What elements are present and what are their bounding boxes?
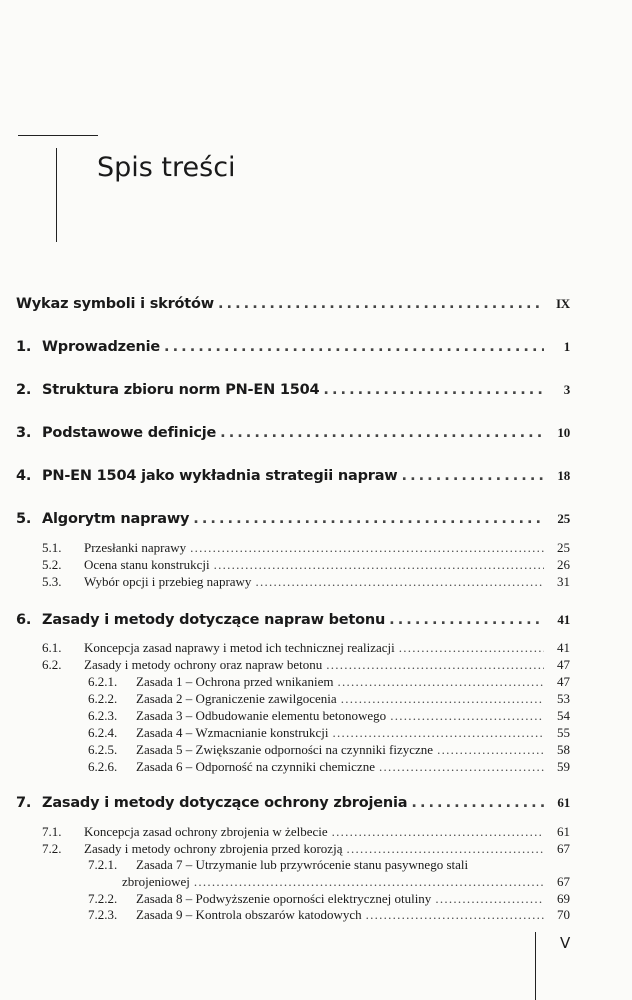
dot-leader: [164, 339, 544, 355]
toc-entry-title: Koncepcja zasad naprawy i metod ich technicznej realizacji: [84, 640, 395, 655]
toc-entry[interactable]: [16, 612, 570, 628]
toc-entry-page: 18: [557, 468, 570, 483]
toc-entry[interactable]: [16, 382, 570, 398]
toc-entry-page: IX: [555, 296, 570, 311]
toc-entry-title: Zasada 2 – Ograniczenie zawilgocenia: [136, 691, 337, 706]
toc-entry-number: 6.2.1.: [88, 674, 118, 689]
dot-leader: [402, 468, 544, 484]
toc-entry[interactable]: [16, 657, 570, 673]
toc-entry-title: Zasada 3 – Odbudowanie elementu betonowego: [136, 708, 387, 723]
toc-entry-number: 6.: [16, 612, 32, 628]
dot-leader: [326, 657, 544, 673]
toc-entry-page: 26: [557, 557, 570, 572]
dot-leader: [332, 824, 544, 840]
dot-leader: [390, 708, 544, 724]
toc-entry[interactable]: [16, 857, 570, 873]
dot-leader: [435, 891, 544, 907]
toc-entry-page: 41: [557, 640, 570, 655]
toc-entry-page: 31: [557, 574, 570, 589]
dot-leader: [366, 907, 544, 923]
toc-entry[interactable]: [16, 725, 570, 741]
toc-entry-title: Zasada 5 – Zwiększanie odporności na czynniki fizyczne: [136, 742, 434, 757]
toc-entry[interactable]: [16, 540, 570, 556]
toc-entry-page: 47: [557, 674, 570, 689]
toc-entry-number: 6.2.4.: [88, 725, 118, 740]
toc-entry-page: 67: [557, 874, 570, 889]
dot-leader: [341, 691, 544, 707]
page-title: Spis treści: [97, 152, 236, 183]
toc-entry-title: Zasada 7 – Utrzymanie lub przywrócenie stanu pasywnego stali: [136, 857, 469, 872]
toc-entry-page: 10: [557, 425, 570, 440]
toc-entry[interactable]: [16, 296, 570, 312]
dot-leader: [323, 382, 544, 398]
toc-entry-title: Zasada 1 – Ochrona przed wnikaniem: [136, 674, 334, 689]
toc-entry-title: Zasada 8 – Podwyższenie oporności elektrycznej otuliny: [136, 891, 432, 906]
toc-entry-title: Koncepcja zasad ochrony zbrojenia w żelbecie: [84, 824, 328, 839]
toc-entry-title: Algorytm naprawy: [42, 511, 190, 527]
toc-entry-number: 5.1.: [42, 540, 62, 555]
toc-entry-title: Ocena stanu konstrukcji: [84, 557, 210, 572]
toc-entry[interactable]: [16, 557, 570, 573]
toc-entry-title: Zasada 6 – Odporność na czynniki chemiczne: [136, 759, 375, 774]
toc-entry-page: 67: [557, 841, 570, 856]
toc-entry-page: 69: [557, 891, 570, 906]
toc-entry-title: Wykaz symboli i skrótów: [16, 296, 214, 312]
dot-leader: [411, 795, 544, 811]
toc-entry-page: 61: [557, 795, 570, 810]
toc-entry-number: 5.: [16, 511, 32, 527]
toc-entry[interactable]: [16, 468, 570, 484]
toc-entry[interactable]: [16, 742, 570, 758]
toc-entry[interactable]: [16, 891, 570, 907]
toc-entry-page: 53: [557, 691, 570, 706]
dot-leader: [214, 557, 544, 573]
toc-entry-title: Przesłanki naprawy: [84, 540, 187, 555]
toc-entry-title: Struktura zbioru norm PN-EN 1504: [42, 382, 320, 398]
toc-entry[interactable]: [16, 691, 570, 707]
dot-leader: [337, 674, 544, 690]
toc-entry-number: 6.2.5.: [88, 742, 118, 757]
toc-entry[interactable]: [16, 824, 570, 840]
toc-entry-number: 7.2.1.: [88, 857, 118, 872]
toc-entry[interactable]: [16, 708, 570, 724]
toc-entry-page: 55: [557, 725, 570, 740]
toc-entry-title: Podstawowe definicje: [42, 425, 217, 441]
toc-entry-page: 25: [557, 540, 570, 555]
toc-entry-number: 2.: [16, 382, 32, 398]
dot-leader: [194, 874, 544, 890]
toc-entry-number: 6.2.: [42, 657, 62, 672]
toc-entry-page: 54: [557, 708, 570, 723]
dot-leader: [193, 511, 544, 527]
toc-entry-title: Wprowadzenie: [42, 339, 161, 355]
toc-entry-number: 6.2.3.: [88, 708, 118, 723]
toc-entry[interactable]: [16, 674, 570, 690]
toc-entry-title: Wybór opcji i przebieg naprawy: [84, 574, 252, 589]
dot-leader: [437, 742, 544, 758]
toc-entry-title: Zasady i metody ochrony oraz napraw betonu: [84, 657, 323, 672]
dot-leader: [333, 725, 544, 741]
dot-leader: [218, 296, 544, 312]
toc-entry[interactable]: [16, 841, 570, 857]
folio-rule: [535, 932, 536, 1000]
toc-entry-title: Zasady i metody dotyczące ochrony zbrojenia: [42, 795, 408, 811]
toc-entry-number: 5.3.: [42, 574, 62, 589]
toc-entry-title: Zasada 9 – Kontrola obszarów katodowych: [136, 907, 362, 922]
toc-entry-number: 7.2.: [42, 841, 62, 856]
toc-entry-title: Zasady i metody dotyczące napraw betonu: [42, 612, 386, 628]
toc-entry-page: 47: [557, 657, 570, 672]
toc-entry-page: 59: [557, 759, 570, 774]
toc-entry[interactable]: [16, 511, 570, 527]
dot-leader: [255, 574, 544, 590]
toc-entry-page: 58: [557, 742, 570, 757]
page-number: V: [560, 934, 571, 952]
toc-entry-number: 7.: [16, 795, 32, 811]
title-vertical-rule: [56, 148, 57, 242]
toc-entry-number: 6.1.: [42, 640, 62, 655]
toc-entry[interactable]: [16, 640, 570, 656]
toc-entry[interactable]: [16, 759, 570, 775]
toc-entry-title: PN-EN 1504 jako wykładnia strategii napraw: [42, 468, 398, 484]
toc-entry-number: 7.2.3.: [88, 907, 118, 922]
toc-entry[interactable]: [16, 574, 570, 590]
dot-leader: [346, 841, 544, 857]
toc-entry-continuation[interactable]: [16, 874, 570, 890]
toc-entry[interactable]: [16, 339, 570, 355]
top-rule: [18, 135, 98, 136]
dot-leader: [379, 759, 544, 775]
toc-entry-page: 70: [557, 907, 570, 922]
dot-leader: [220, 425, 544, 441]
toc-entry[interactable]: [16, 907, 570, 923]
toc-entry-title: Zasady i metody ochrony zbrojenia przed korozją: [84, 841, 343, 856]
toc-entry-number: 4.: [16, 468, 32, 484]
toc-entry[interactable]: [16, 795, 570, 811]
toc-entry-page: 1: [563, 339, 570, 354]
toc-entry-page: 25: [557, 511, 570, 526]
dot-leader: [389, 612, 544, 628]
dot-leader: [190, 540, 544, 556]
toc-entry-number: 6.2.2.: [88, 691, 118, 706]
toc-entry-title: Zasada 4 – Wzmacnianie konstrukcji: [136, 725, 329, 740]
toc-entry-page: 61: [557, 824, 570, 839]
toc-entry-number: 3.: [16, 425, 32, 441]
toc-entry-title: zbrojeniowej: [122, 874, 190, 889]
toc-entry-number: 7.1.: [42, 824, 62, 839]
toc-entry-number: 6.2.6.: [88, 759, 118, 774]
dot-leader: [399, 640, 544, 656]
toc-entry[interactable]: [16, 425, 570, 441]
toc-entry-number: 5.2.: [42, 557, 62, 572]
toc-entry-page: 3: [563, 382, 570, 397]
toc-entry-page: 41: [557, 612, 570, 627]
toc-entry-number: 1.: [16, 339, 32, 355]
toc-entry-number: 7.2.2.: [88, 891, 118, 906]
